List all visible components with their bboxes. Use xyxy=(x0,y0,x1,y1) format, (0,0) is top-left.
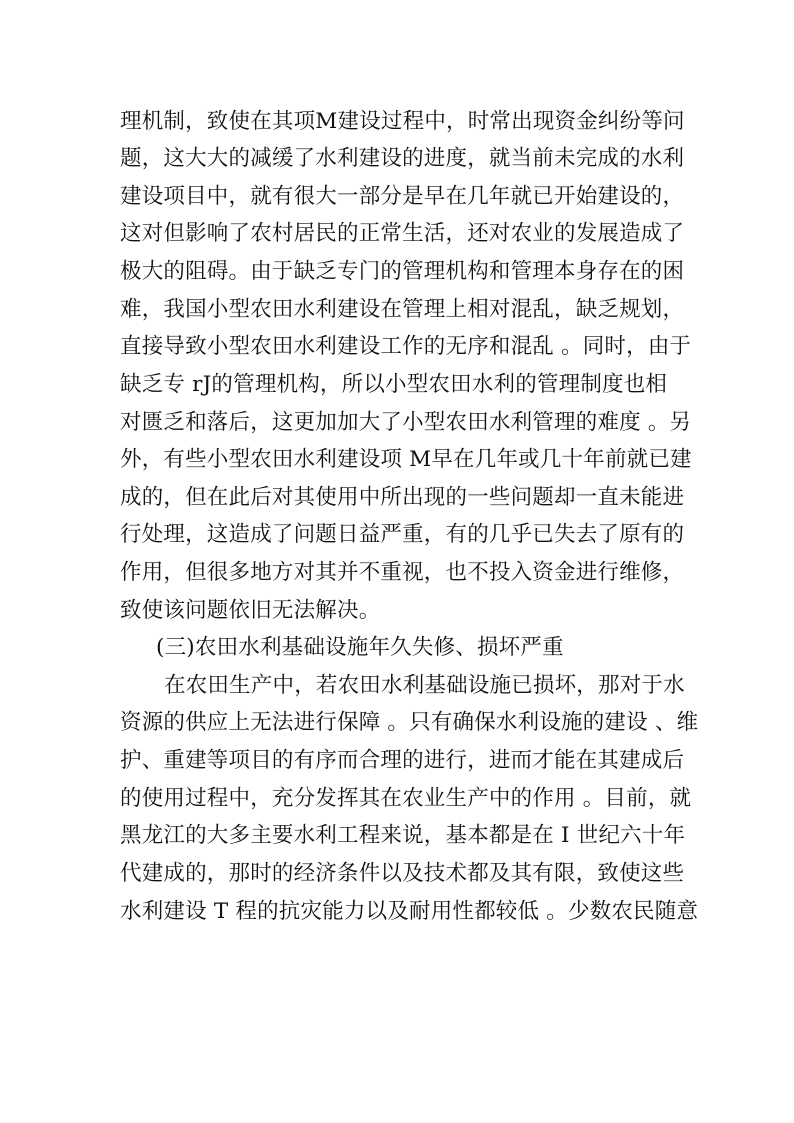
text-line: 致使该问题依旧无法解决。 xyxy=(120,598,381,623)
text-line: 题，这大大的减缓了水利建设的进度，就当前未完成的水利 xyxy=(120,146,685,171)
text-line: 作用，但很多地方对其并不重视，也不投入资金进行维修， xyxy=(120,560,685,585)
text-line: 黑龙江的大多主要水利工程来说，基本都是在 I 世纪六十年 xyxy=(120,823,686,848)
text-line: 在农田生产中，若农田水利基础设施已损坏，那对于水 xyxy=(164,673,685,698)
text-line: 这对但影响了农村居民的正常生活，还对农业的发展造成了 xyxy=(120,221,685,246)
text-line: 理机制，致使在其项M建设过程中，时常出现资金纠纷等问 xyxy=(120,109,685,134)
text-line: 对匮乏和落后，这更加加大了小型农田水利管理的难度 。另 xyxy=(120,410,692,435)
text-line: 行处理，这造成了问题日益严重，有的几乎已失去了原有的 xyxy=(120,522,685,547)
text-line: 极大的阻碍。由于缺乏专门的管理机构和管理本身存在的困 xyxy=(120,259,685,284)
text-line: 直接导致小型农田水利建设工作的无序和混乱 。同时，由于 xyxy=(120,334,692,359)
text-line: 成的，但在此后对其使用中所出现的一些问题却一直未能进 xyxy=(120,485,685,510)
text-line: 资源的供应上无法进行保障 。只有确保水利设施的建设 、维 xyxy=(120,710,699,735)
section-heading: (三)农田水利基础设施年久失修、损坏严重 xyxy=(156,635,564,660)
text-line: 难，我国小型农田水利建设在管理上相对混乱，缺乏规划， xyxy=(120,297,685,322)
text-line: 缺乏专 rJ的管理机构，所以小型农田水利的管理制度也相 xyxy=(120,372,668,397)
text-line: 护、重建等项目的有序而合理的进行，进而才能在其建成后 xyxy=(120,748,685,773)
text-line: 代建成的，那时的经济条件以及技术都及其有限，致使这些 xyxy=(120,861,685,886)
text-line: 水利建设 T 程的抗灾能力以及耐用性都较低 。少数农民随意 xyxy=(120,899,699,924)
text-line: 建设项目中，就有很大一部分是早在几年就已开始建设的， xyxy=(120,184,685,209)
text-line: 外，有些小型农田水利建设项 M早在几年或几十年前就已建 xyxy=(120,447,692,472)
text-line: 的使用过程中，充分发挥其在农业生产中的作用 。目前，就 xyxy=(120,786,692,811)
